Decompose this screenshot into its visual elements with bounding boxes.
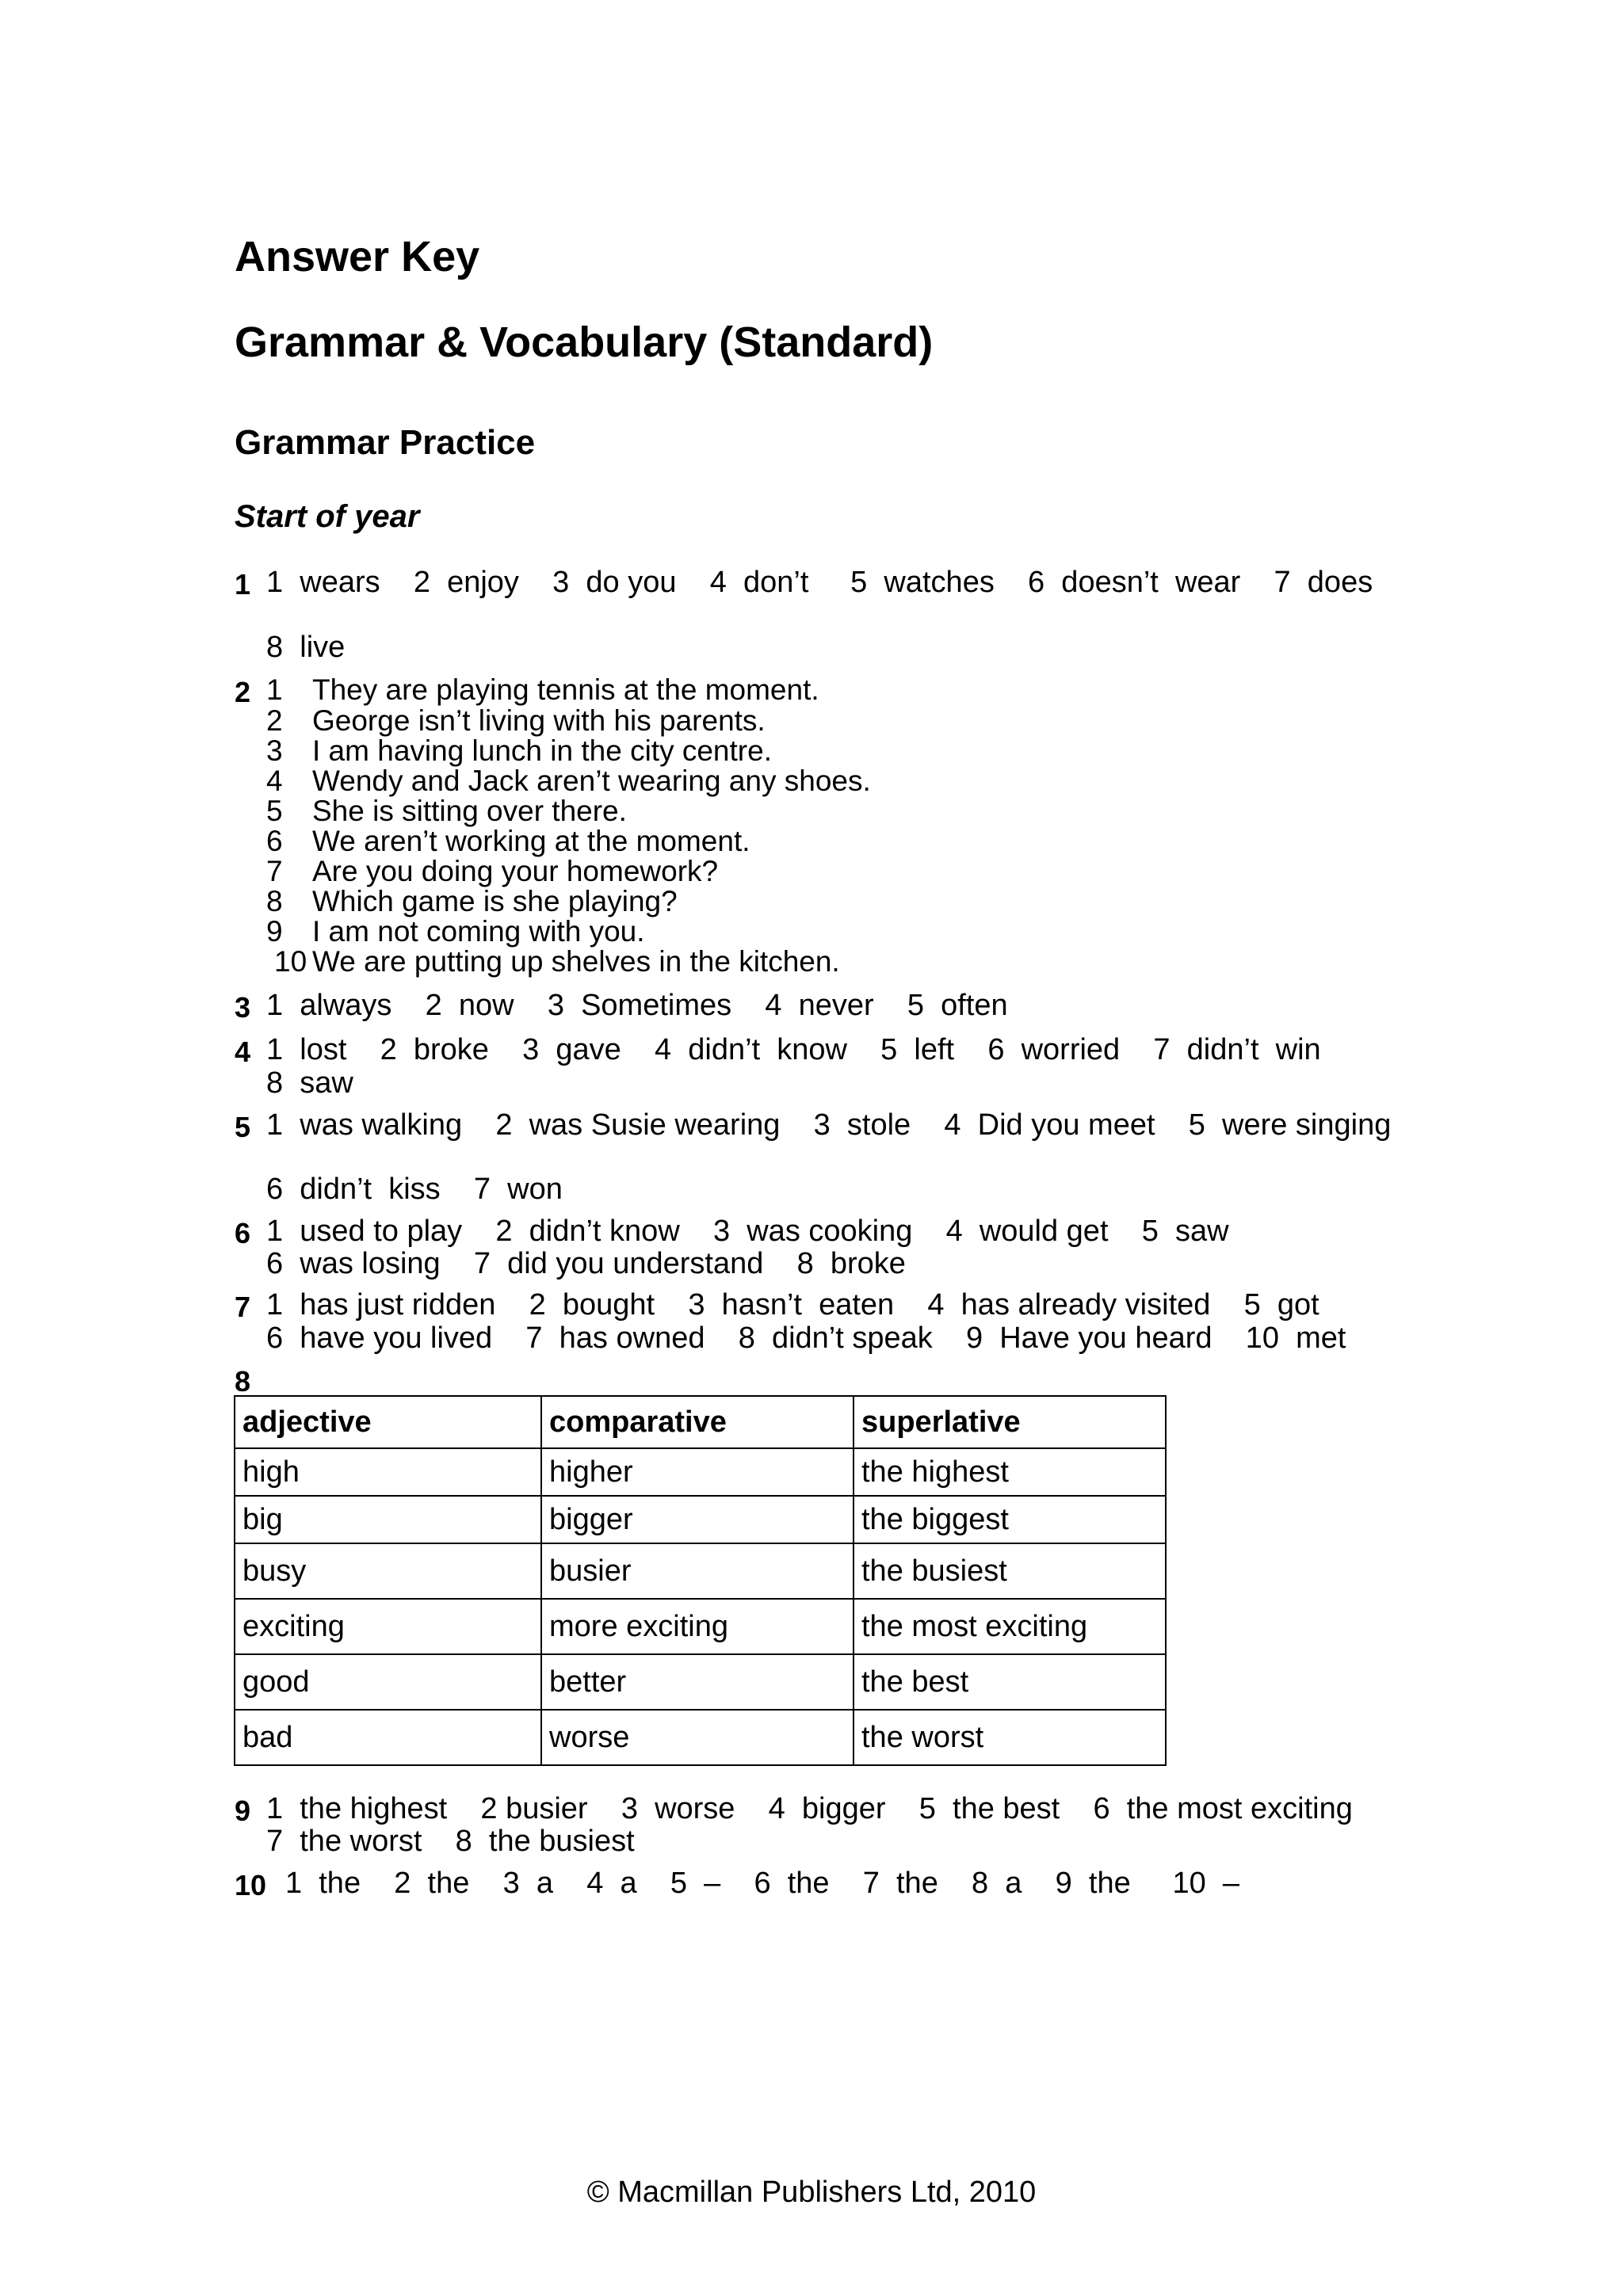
table-cell: big xyxy=(235,1496,541,1543)
table-row xyxy=(235,1543,1166,1599)
list-item: She is sitting over there. xyxy=(312,795,627,827)
table-cell: higher xyxy=(541,1448,854,1496)
list-item: Which game is she playing? xyxy=(312,885,678,917)
list-item-number: 6 xyxy=(266,825,283,857)
question-4-number: 4 xyxy=(235,1035,251,1068)
table-row xyxy=(235,1599,1166,1654)
question-2-number: 2 xyxy=(235,676,251,708)
question-6-number: 6 xyxy=(235,1217,251,1249)
list-item: We aren’t working at the moment. xyxy=(312,825,750,857)
table-header-row xyxy=(235,1396,1166,1448)
table-cell: the best xyxy=(854,1654,1166,1710)
question-7-number: 7 xyxy=(235,1291,251,1323)
table-cell: high xyxy=(235,1448,541,1496)
question-1-answers-line1: 1 wears 2 enjoy 3 do you 4 don’t 5 watches 6 doesn’t wear 7 does xyxy=(266,566,1373,599)
list-item-number: 2 xyxy=(266,704,283,737)
page-title: Answer Key xyxy=(235,233,480,280)
subsection-heading: Start of year xyxy=(235,499,420,534)
table-header-cell: adjective xyxy=(235,1396,541,1448)
question-9-answers-line1: 1 the highest 2 busier 3 worse 4 bigger 5 the best 6 the most exciting xyxy=(266,1792,1353,1825)
list-item-number: 3 xyxy=(266,734,283,767)
list-item-number: 7 xyxy=(266,855,283,887)
question-7-answers-line1: 1 has just ridden 2 bought 3 hasn’t eaten 4 has already visited 5 got xyxy=(266,1288,1319,1322)
list-item-number: 8 xyxy=(266,885,283,917)
section-heading: Grammar Practice xyxy=(235,423,536,462)
question-3-number: 3 xyxy=(235,991,251,1024)
comparison-table xyxy=(234,1395,1167,1766)
table-row xyxy=(235,1710,1166,1765)
question-5-answers-line1: 1 was walking 2 was Susie wearing 3 stole 4 Did you meet 5 were singing xyxy=(266,1108,1392,1142)
table-row xyxy=(235,1654,1166,1710)
list-item: George isn’t living with his parents. xyxy=(312,704,766,737)
list-item: I am having lunch in the city centre. xyxy=(312,734,772,767)
list-item-number: 4 xyxy=(266,765,283,797)
table-row xyxy=(235,1496,1166,1543)
question-4-answers-line2: 8 saw xyxy=(266,1066,353,1100)
question-1-number: 1 xyxy=(235,568,251,601)
table-cell: the busiest xyxy=(854,1543,1166,1599)
table-cell: the biggest xyxy=(854,1496,1166,1543)
question-8-number: 8 xyxy=(235,1365,251,1398)
table-cell: worse xyxy=(541,1710,854,1765)
table-cell: better xyxy=(541,1654,854,1710)
list-item-number: 10 xyxy=(274,945,307,978)
question-6-answers-line1: 1 used to play 2 didn’t know 3 was cooking 4 would get 5 saw xyxy=(266,1215,1229,1248)
copyright-footer: © Macmillan Publishers Ltd, 2010 xyxy=(586,2176,1037,2209)
question-5-number: 5 xyxy=(235,1111,251,1143)
question-9-number: 9 xyxy=(235,1794,251,1827)
table-cell: good xyxy=(235,1654,541,1710)
question-3-answers-line1: 1 always 2 now 3 Sometimes 4 never 5 often xyxy=(266,989,1008,1022)
list-item: We are putting up shelves in the kitchen. xyxy=(312,945,840,978)
table-cell: the worst xyxy=(854,1710,1166,1765)
question-10-answers-line1: 1 the 2 the 3 a 4 a 5 – 6 the 7 the 8 a 9 the 10 – xyxy=(285,1867,1240,1900)
table-cell: bigger xyxy=(541,1496,854,1543)
question-7-answers-line2: 6 have you lived 7 has owned 8 didn’t speak 9 Have you heard 10 met xyxy=(266,1322,1346,1355)
table-row xyxy=(235,1448,1166,1496)
question-1-answers-line2: 8 live xyxy=(266,631,346,664)
list-item-number: 5 xyxy=(266,795,283,827)
list-item: They are playing tennis at the moment. xyxy=(312,673,819,706)
table-header-cell: comparative xyxy=(541,1396,854,1448)
list-item: Are you doing your homework? xyxy=(312,855,719,887)
list-item: Wendy and Jack aren’t wearing any shoes. xyxy=(312,765,871,797)
table-header-cell: superlative xyxy=(854,1396,1166,1448)
list-item: I am not coming with you. xyxy=(312,915,645,948)
question-6-answers-line2: 6 was losing 7 did you understand 8 broke xyxy=(266,1247,906,1280)
table-cell: busy xyxy=(235,1543,541,1599)
table-cell: the highest xyxy=(854,1448,1166,1496)
list-item-number: 9 xyxy=(266,915,283,948)
page-subtitle: Grammar & Vocabulary (Standard) xyxy=(235,318,934,366)
table-cell: bad xyxy=(235,1710,541,1765)
table-cell: exciting xyxy=(235,1599,541,1654)
table-cell: busier xyxy=(541,1543,854,1599)
question-10-number: 10 xyxy=(235,1869,267,1901)
question-4-answers-line1: 1 lost 2 broke 3 gave 4 didn’t know 5 left 6 worried 7 didn’t win xyxy=(266,1033,1321,1066)
table-cell: more exciting xyxy=(541,1599,854,1654)
list-item-number: 1 xyxy=(266,673,283,706)
question-9-answers-line2: 7 the worst 8 the busiest xyxy=(266,1825,635,1858)
table-cell: the most exciting xyxy=(854,1599,1166,1654)
question-5-answers-line2: 6 didn’t kiss 7 won xyxy=(266,1173,563,1206)
